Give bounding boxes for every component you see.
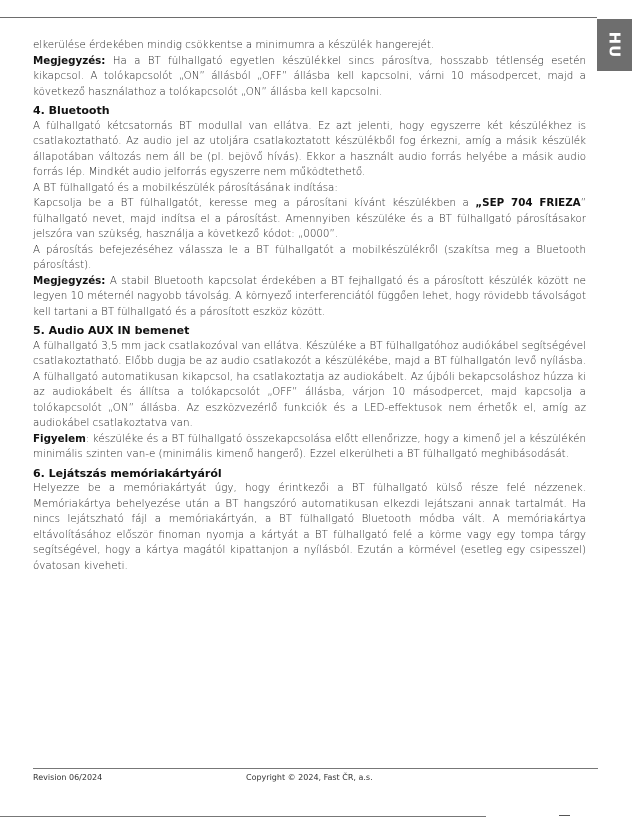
attention-paragraph — [33, 432, 586, 463]
section-heading-aux: 5. Audio AUX IN bemenet — [33, 324, 190, 337]
attention-label: Figyelem — [33, 432, 86, 445]
section-heading-bluetooth: 4. Bluetooth — [33, 104, 110, 117]
note-text: Ha a BT fülhallgató egyetlen készülékkel sincs párosítva, hosszabb tétlenség esetén kikapcsol. A tolókapcsolót „ON” állásból „OFF” állásba kell kapcsolni, várni 10 másodpercet, majd a következő használathoz a tolókapcsolót „ON” állásba kell kapcsolni. — [33, 54, 586, 98]
manual-body — [33, 38, 586, 574]
memory-card-paragraph: Helyezze be a memóriakártyát úgy, hogy érintkezői a BT fülhallgató külső része felé nézzenek. Memóriakártya behelyezése után a BT hangszóró automatikusan elkezdi lejátszani annak tartalmát. Ha nincs lejátszható fájl a memóriakártyán, a BT fülhallgató Bluetooth módba vált. A memóriakártya eltávolításához először finoman nyomja a kártyát a BT fülhallgató felé a körme vagy egy tompa tárgy segítségével, hogy a kártya magától kipattanjon a nyílásból. Ezután a körmével (esetleg egy csipesszel) óvatosan kiveheti. — [33, 482, 586, 572]
bottom-rule — [0, 816, 486, 817]
range-note — [33, 274, 586, 321]
note-label: Megjegyzés: — [33, 274, 106, 287]
footer-copyright: Copyright © 2024, Fast ČR, a.s. — [246, 773, 373, 782]
pairing-intro: A BT fülhallgató és a mobilkészülék párosításának indítása: — [33, 181, 338, 194]
aux-paragraph: A fülhallgató 3,5 mm jack csatlakozóval van ellátva. Készüléke a BT fülhallgatóhoz audiókábel segítségével csatlakoztatható. Előbb dugja be az audio csatlakozót a készülékébe, majd a BT fülhallgatón levő nyílásba. A fülhallgató automatikusan kikapcsol, ha csatlakoztatja az audiokábelt. Az újbóli bekapcsoláshoz húzza ki az audiokábelt és állítsa a tolókapcsolót „OFF” állásba, várjon 10 másodpercet, majd kapcsolja a tolókapcsolót „ON” állásba. Az eszközvezérlő funkciók és a LED-effektusok nem érhetők el, amíg az audiokábel csatlakoztatva van. — [33, 339, 586, 429]
note-text: A stabil Bluetooth kapcsolat érdekében a BT fejhallgató és a párosított készülék között ne legyen 10 méternél nagyobb távolság. A környező interferenciától függően lehet, hogy rövidebb távolságot kell tartani a BT fülhallgató és a párosított eszköz között. — [33, 274, 586, 318]
header-rule — [0, 17, 597, 18]
note-label: Megjegyzés: — [33, 54, 106, 67]
bottom-mark — [559, 815, 570, 816]
intro-text: elkerülése érdekében mindig csökkentse a minimumra a készülék hangerejét. — [33, 39, 435, 51]
language-code: HU — [605, 31, 624, 59]
device-name: „SEP 704 FRIEZA — [475, 197, 581, 209]
unpair-paragraph: A párosítás befejezéséhez válassza le a BT fülhallgatót a mobilkészülékről (szakítsa meg a Bluetooth párosítást). — [33, 243, 586, 271]
footer-rule — [33, 768, 598, 769]
footer-revision: Revision 06/2024 — [33, 773, 103, 782]
bluetooth-paragraph: A fülhallgató kétcsatornás BT modullal van ellátva. Ez azt jelenti, hogy egyszerre két készülékhez is csatlakoztatható. Az audio jel az utoljára csatlakoztatott készülékből fog érkezni, amíg a másik készülék állapotában változás nem áll be (pl. bejövő hívás). Ekkor a használt audio forrás helyébe a másik audio forrás lép. Mindkét audio jelforrás egyszerre nem működtethető. — [33, 119, 586, 178]
pairing-steps-start: Kapcsolja be a BT fülhallgatót, keresse meg a párosítani kívánt készülékben a — [33, 197, 476, 209]
language-tab — [597, 19, 632, 71]
attention-text: : készüléke és a BT fülhallgató összekapcsolása előtt ellenőrizze, hogy a kimenő jel a készülékén minimális szinten van-e (minimális kimenő hangerő). Ezzel elkerülheti a BT fülhallgató meghibásodását. — [33, 432, 586, 460]
section-heading-memory-card: 6. Lejátszás memóriakártyáról — [33, 466, 222, 480]
pairing-steps-end: ” fülhallgató nevet, majd indítsa el a párosítást. Amennyiben készüléke és a BT fülhallgató párosításakor jelszóra van szükség, használja a következő kódot: „0000”. — [33, 197, 586, 240]
pairing-steps — [33, 196, 586, 243]
note-paragraph — [33, 54, 586, 101]
